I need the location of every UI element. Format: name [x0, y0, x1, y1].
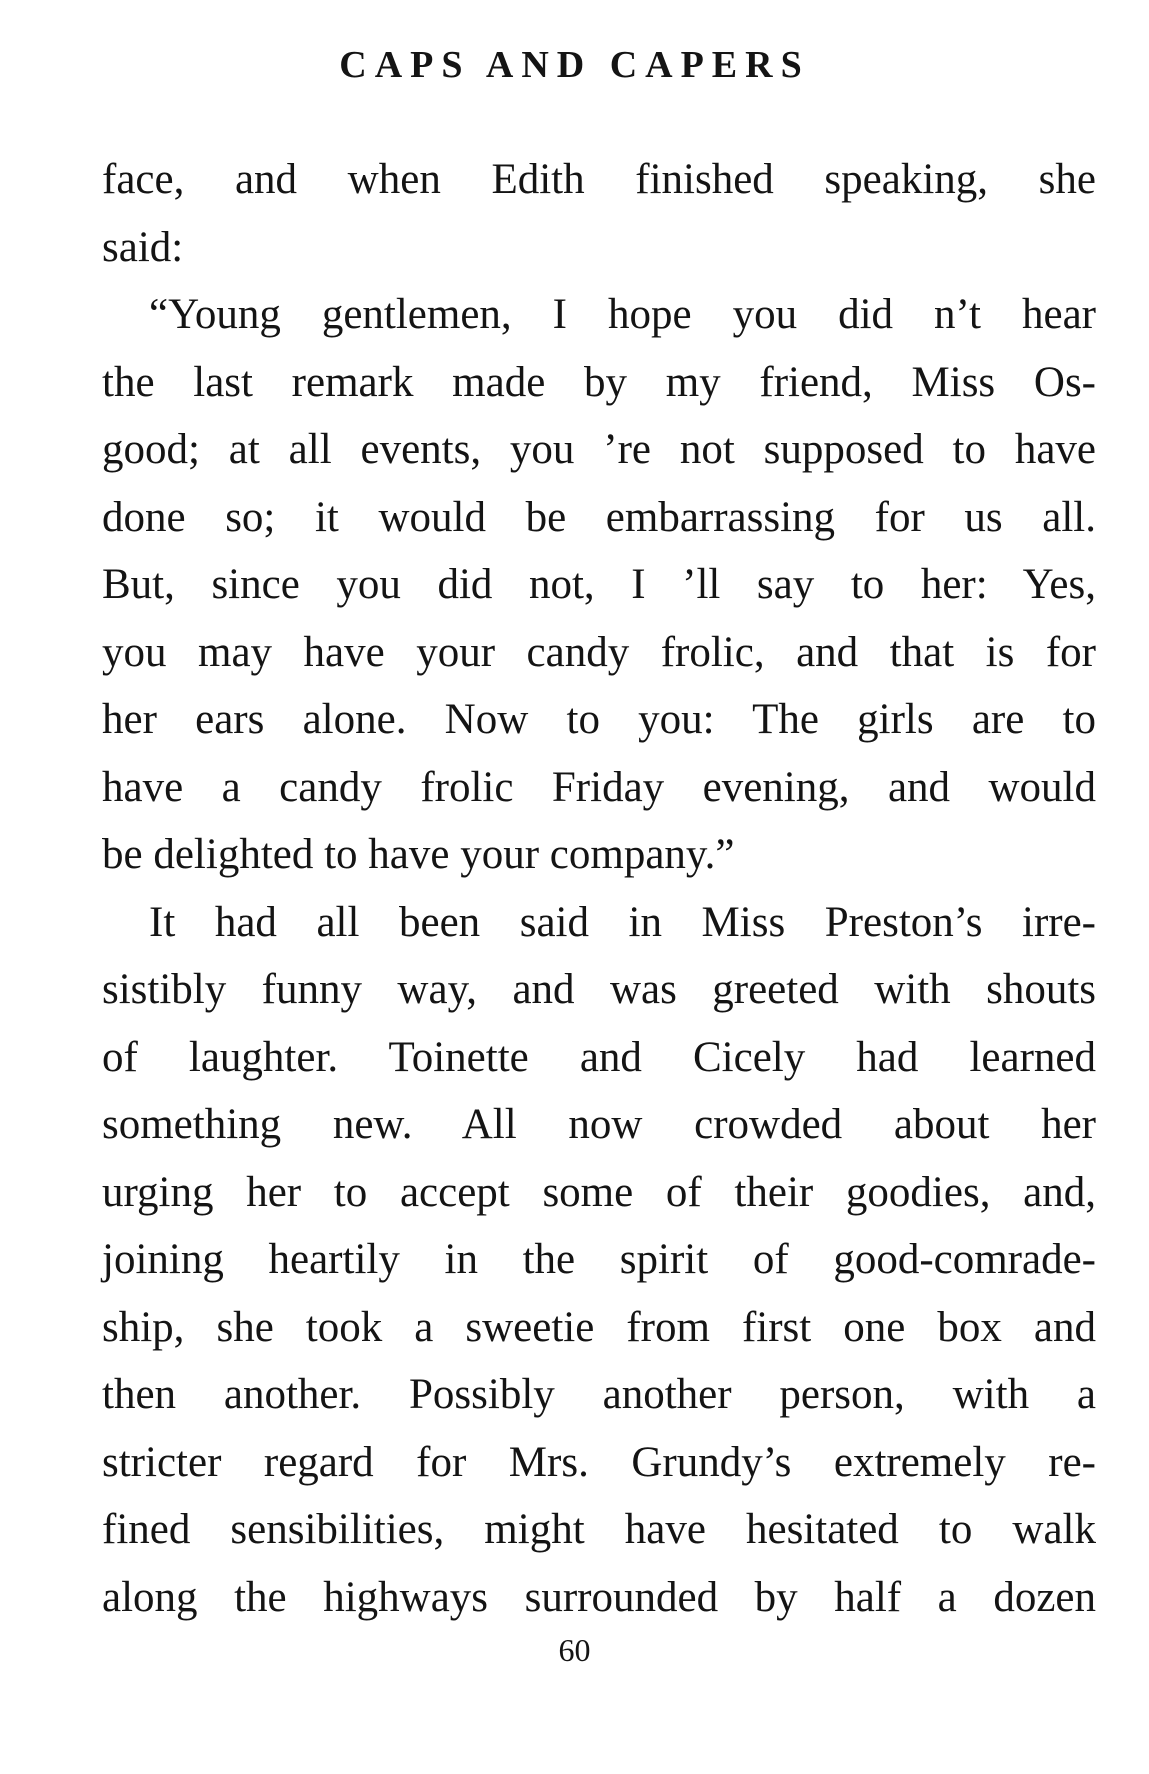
text-line: “Young gentlemen, I hope you did n’t hear — [149, 291, 1096, 338]
page-number: 60 — [558, 1632, 591, 1668]
text-line: you may have your candy frolic, and that is for — [102, 628, 1096, 676]
text-line: But, since you did not, I ’ll say to her: Yes, — [102, 561, 1096, 608]
text-line: good; at all events, you ’re not supposed to have — [102, 426, 1096, 473]
text-line: along the highways surrounded by half a dozen — [102, 1573, 1096, 1621]
text-line: It had all been said in Miss Preston’s irre- — [149, 898, 1096, 946]
text-line: face, and when Edith finished speaking, she — [102, 156, 1096, 203]
text-line: fined sensibilities, might have hesitated to walk — [102, 1506, 1096, 1553]
text-line: the last remark made by my friend, Miss Os- — [102, 358, 1096, 406]
text-line: ship, she took a sweetie from first one box and — [102, 1303, 1096, 1351]
text-line: joining heartily in the spirit of good-comrade- — [102, 1236, 1096, 1283]
text-line: then another. Possibly another person, with a — [102, 1371, 1096, 1418]
text-line: said: — [102, 223, 184, 271]
text-line: something new. All now crowded about her — [102, 1101, 1096, 1148]
text-line: stricter regard for Mrs. Grundy’s extremely re- — [102, 1438, 1096, 1486]
text-line: have a candy frolic Friday evening, and would — [102, 763, 1096, 811]
body-text — [102, 146, 1096, 1631]
running-head: CAPS AND CAPERS — [339, 44, 810, 86]
text-line: be delighted to have your company.” — [102, 831, 735, 878]
text-line: of laughter. Toinette and Cicely had learned — [102, 1033, 1096, 1081]
text-line: urging her to accept some of their goodies, and, — [102, 1168, 1096, 1216]
text-line: done so; it would be embarrassing for us all. — [102, 493, 1096, 541]
text-line: sistibly funny way, and was greeted with shouts — [102, 966, 1096, 1013]
text-line: her ears alone. Now to you: The girls are to — [102, 696, 1096, 743]
